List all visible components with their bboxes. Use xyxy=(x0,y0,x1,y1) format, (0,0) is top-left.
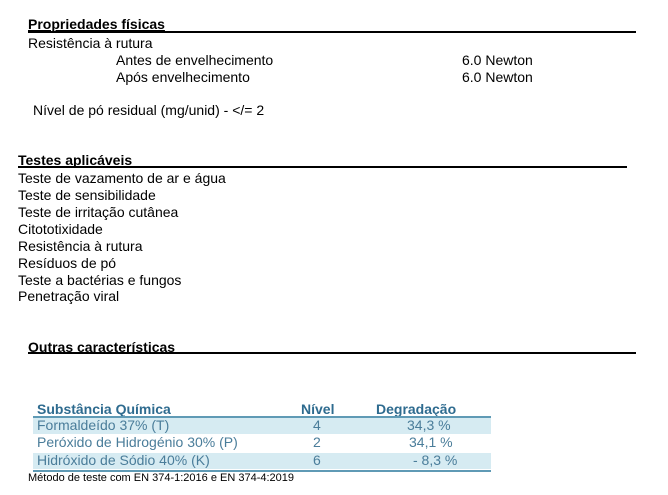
table-header-level: Nível xyxy=(301,401,335,417)
test-item: Penetração viral xyxy=(18,288,120,304)
level-cell: 6 xyxy=(313,452,321,468)
test-item: Resistência à rutura xyxy=(18,238,143,254)
degradation-cell: 34,3 % xyxy=(407,417,451,433)
table-row xyxy=(33,418,491,434)
degradation-cell: - 8,3 % xyxy=(413,452,458,468)
residual-dust-text: Nível de pó residual (mg/unid) - </= 2 xyxy=(33,102,265,118)
test-item: Teste de vazamento de ar e água xyxy=(18,170,226,186)
other-heading-rule xyxy=(28,352,636,354)
physical-heading-rule xyxy=(28,31,636,33)
test-item: Citototixidade xyxy=(18,221,103,237)
substance-cell: Formaldeído 37% (T) xyxy=(37,417,170,433)
applicable-tests-heading: Testes aplicáveis xyxy=(18,152,133,168)
table-row xyxy=(33,453,491,469)
substance-cell: Hidróxido de Sódio 40% (K) xyxy=(37,452,210,468)
after-aging-label: Após envelhecimento xyxy=(116,69,250,85)
table-header-degradation: Degradação xyxy=(376,401,457,417)
after-aging-value: 6.0 Newton xyxy=(462,69,533,85)
tests-heading-rule xyxy=(18,166,627,168)
before-aging-value: 6.0 Newton xyxy=(462,52,533,68)
before-aging-label: Antes de envelhecimento xyxy=(116,52,274,68)
table-row xyxy=(33,435,491,451)
physical-properties-heading: Propriedades físicas xyxy=(28,16,165,32)
test-item: Teste de irritação cutânea xyxy=(18,204,179,220)
rupture-resistance-title: Resistência à rutura xyxy=(28,35,153,51)
substance-cell: Peróxido de Hidrogénio 30% (P) xyxy=(37,434,238,450)
test-item: Teste a bactérias e fungos xyxy=(18,272,182,288)
test-item: Resíduos de pó xyxy=(18,255,117,271)
test-method-footnote: Método de teste com EN 374-1:2016 e EN 374-4:2019 xyxy=(28,472,295,484)
level-cell: 4 xyxy=(313,417,321,433)
table-header-substance: Substância Química xyxy=(37,401,171,417)
other-characteristics-heading: Outras características xyxy=(28,339,176,355)
degradation-cell: 34,1 % xyxy=(409,434,453,450)
level-cell: 2 xyxy=(313,434,321,450)
test-item: Teste de sensibilidade xyxy=(18,187,156,203)
